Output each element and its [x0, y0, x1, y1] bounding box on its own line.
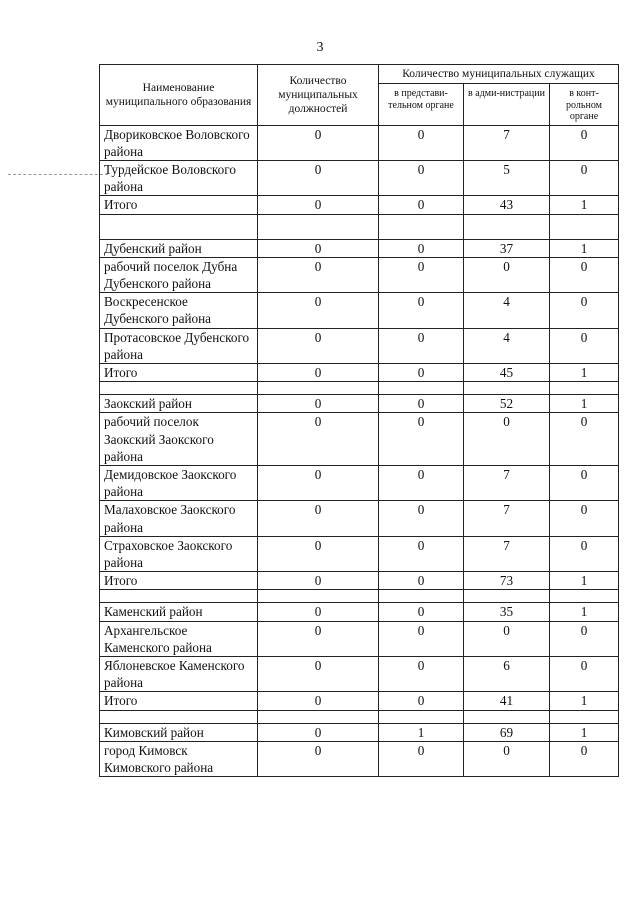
table-row [100, 395, 619, 413]
table-body [100, 125, 619, 777]
spacer-row [100, 382, 619, 395]
row-control: 1 [550, 603, 619, 621]
table-row [100, 723, 619, 741]
spacer-cell [100, 214, 258, 239]
table-row [100, 257, 619, 292]
row-administration: 7 [464, 501, 550, 536]
spacer-cell [550, 214, 619, 239]
row-representative: 0 [379, 536, 464, 571]
table-row [100, 196, 619, 214]
row-name: Яблоневское Каменского района [100, 656, 258, 691]
row-name: Двориковское Воловского района [100, 125, 258, 160]
table-row [100, 572, 619, 590]
spacer-cell [100, 382, 258, 395]
row-control: 1 [550, 395, 619, 413]
row-control: 1 [550, 239, 619, 257]
spacer-cell [258, 214, 379, 239]
header-control: в конт-рольном органе [550, 84, 619, 126]
row-name: Страховское Заокского района [100, 536, 258, 571]
row-name: Турдейское Воловского района [100, 160, 258, 195]
row-control: 0 [550, 328, 619, 363]
row-name: Демидовское Заокского района [100, 465, 258, 500]
header-employees-group: Количество муниципальных служащих [379, 65, 619, 84]
row-administration: 4 [464, 328, 550, 363]
row-administration: 0 [464, 413, 550, 466]
row-name: Малаховское Заокского района [100, 501, 258, 536]
spacer-cell [100, 590, 258, 603]
row-administration: 7 [464, 465, 550, 500]
page-number: 3 [316, 40, 324, 55]
row-name: Дубенский район [100, 239, 258, 257]
row-positions: 0 [258, 501, 379, 536]
row-administration: 41 [464, 692, 550, 710]
row-control: 1 [550, 723, 619, 741]
table-header [100, 65, 619, 126]
row-administration: 73 [464, 572, 550, 590]
row-positions: 0 [258, 363, 379, 381]
row-name: Каменский район [100, 603, 258, 621]
row-representative: 0 [379, 465, 464, 500]
row-positions: 0 [258, 125, 379, 160]
header-representative: в представи-тельном органе [379, 84, 464, 126]
row-positions: 0 [258, 413, 379, 466]
row-name: Итого [100, 692, 258, 710]
row-positions: 0 [258, 257, 379, 292]
row-positions: 0 [258, 572, 379, 590]
row-control: 0 [550, 536, 619, 571]
row-positions: 0 [258, 741, 379, 776]
table-row [100, 692, 619, 710]
table-row [100, 328, 619, 363]
row-representative: 0 [379, 328, 464, 363]
row-name: Протасовское Дубенского района [100, 328, 258, 363]
row-name: Воскресенское Дубенского района [100, 293, 258, 328]
spacer-row [100, 710, 619, 723]
employees-table [99, 64, 619, 777]
spacer-cell [464, 382, 550, 395]
table-row [100, 656, 619, 691]
row-positions: 0 [258, 395, 379, 413]
row-name: Кимовский район [100, 723, 258, 741]
row-positions: 0 [258, 621, 379, 656]
spacer-cell [100, 710, 258, 723]
row-positions: 0 [258, 723, 379, 741]
row-representative: 0 [379, 239, 464, 257]
row-administration: 0 [464, 257, 550, 292]
row-representative: 0 [379, 257, 464, 292]
row-control: 0 [550, 125, 619, 160]
row-administration: 69 [464, 723, 550, 741]
table-row [100, 603, 619, 621]
spacer-cell [379, 710, 464, 723]
row-positions: 0 [258, 692, 379, 710]
row-administration: 45 [464, 363, 550, 381]
row-name: Итого [100, 196, 258, 214]
row-name: Итого [100, 572, 258, 590]
row-positions: 0 [258, 328, 379, 363]
row-representative: 0 [379, 363, 464, 381]
row-positions: 0 [258, 656, 379, 691]
row-name: Архангельское Каменского района [100, 621, 258, 656]
row-representative: 0 [379, 413, 464, 466]
row-administration: 5 [464, 160, 550, 195]
row-control: 0 [550, 621, 619, 656]
spacer-cell [258, 710, 379, 723]
header-name: Наименование муниципального образования [100, 65, 258, 126]
row-name: рабочий поселок Дубна Дубенского района [100, 257, 258, 292]
row-control: 0 [550, 160, 619, 195]
row-control: 0 [550, 293, 619, 328]
row-control: 0 [550, 413, 619, 466]
row-name: Заокский район [100, 395, 258, 413]
row-representative: 0 [379, 160, 464, 195]
row-representative: 0 [379, 741, 464, 776]
header-administration: в адми-нистрации [464, 84, 550, 126]
row-representative: 0 [379, 395, 464, 413]
table-row [100, 413, 619, 466]
row-control: 1 [550, 363, 619, 381]
spacer-cell [379, 214, 464, 239]
row-administration: 35 [464, 603, 550, 621]
row-name: рабочий поселок Заокский Заокского района [100, 413, 258, 466]
row-representative: 0 [379, 692, 464, 710]
spacer-row [100, 590, 619, 603]
row-positions: 0 [258, 293, 379, 328]
table-row [100, 160, 619, 195]
row-administration: 43 [464, 196, 550, 214]
row-administration: 4 [464, 293, 550, 328]
table-row [100, 741, 619, 776]
spacer-cell [550, 382, 619, 395]
row-positions: 0 [258, 196, 379, 214]
row-representative: 0 [379, 656, 464, 691]
row-positions: 0 [258, 603, 379, 621]
spacer-row [100, 214, 619, 239]
row-positions: 0 [258, 239, 379, 257]
spacer-cell [464, 590, 550, 603]
row-control: 1 [550, 692, 619, 710]
table-row [100, 293, 619, 328]
table-row [100, 363, 619, 381]
row-representative: 0 [379, 621, 464, 656]
header-positions: Количество муниципальных должностей [258, 65, 379, 126]
spacer-cell [464, 710, 550, 723]
table-row [100, 621, 619, 656]
row-control: 0 [550, 501, 619, 536]
spacer-cell [379, 590, 464, 603]
row-administration: 0 [464, 621, 550, 656]
row-representative: 0 [379, 293, 464, 328]
row-administration: 0 [464, 741, 550, 776]
row-administration: 7 [464, 536, 550, 571]
row-name: город Кимовск Кимовского района [100, 741, 258, 776]
spacer-cell [550, 590, 619, 603]
row-administration: 52 [464, 395, 550, 413]
row-control: 0 [550, 257, 619, 292]
table-row [100, 465, 619, 500]
row-positions: 0 [258, 465, 379, 500]
scan-artifact-line [8, 174, 108, 175]
row-representative: 1 [379, 723, 464, 741]
row-positions: 0 [258, 160, 379, 195]
row-representative: 0 [379, 603, 464, 621]
row-representative: 0 [379, 572, 464, 590]
row-administration: 6 [464, 656, 550, 691]
row-control: 0 [550, 741, 619, 776]
row-representative: 0 [379, 196, 464, 214]
row-control: 1 [550, 572, 619, 590]
spacer-cell [464, 214, 550, 239]
table-row [100, 125, 619, 160]
row-control: 0 [550, 465, 619, 500]
table-row [100, 536, 619, 571]
table-row [100, 239, 619, 257]
row-positions: 0 [258, 536, 379, 571]
spacer-cell [379, 382, 464, 395]
row-administration: 37 [464, 239, 550, 257]
row-representative: 0 [379, 125, 464, 160]
row-representative: 0 [379, 501, 464, 536]
spacer-cell [550, 710, 619, 723]
row-administration: 7 [464, 125, 550, 160]
row-control: 1 [550, 196, 619, 214]
spacer-cell [258, 382, 379, 395]
spacer-cell [258, 590, 379, 603]
row-control: 0 [550, 656, 619, 691]
row-name: Итого [100, 363, 258, 381]
table-row [100, 501, 619, 536]
